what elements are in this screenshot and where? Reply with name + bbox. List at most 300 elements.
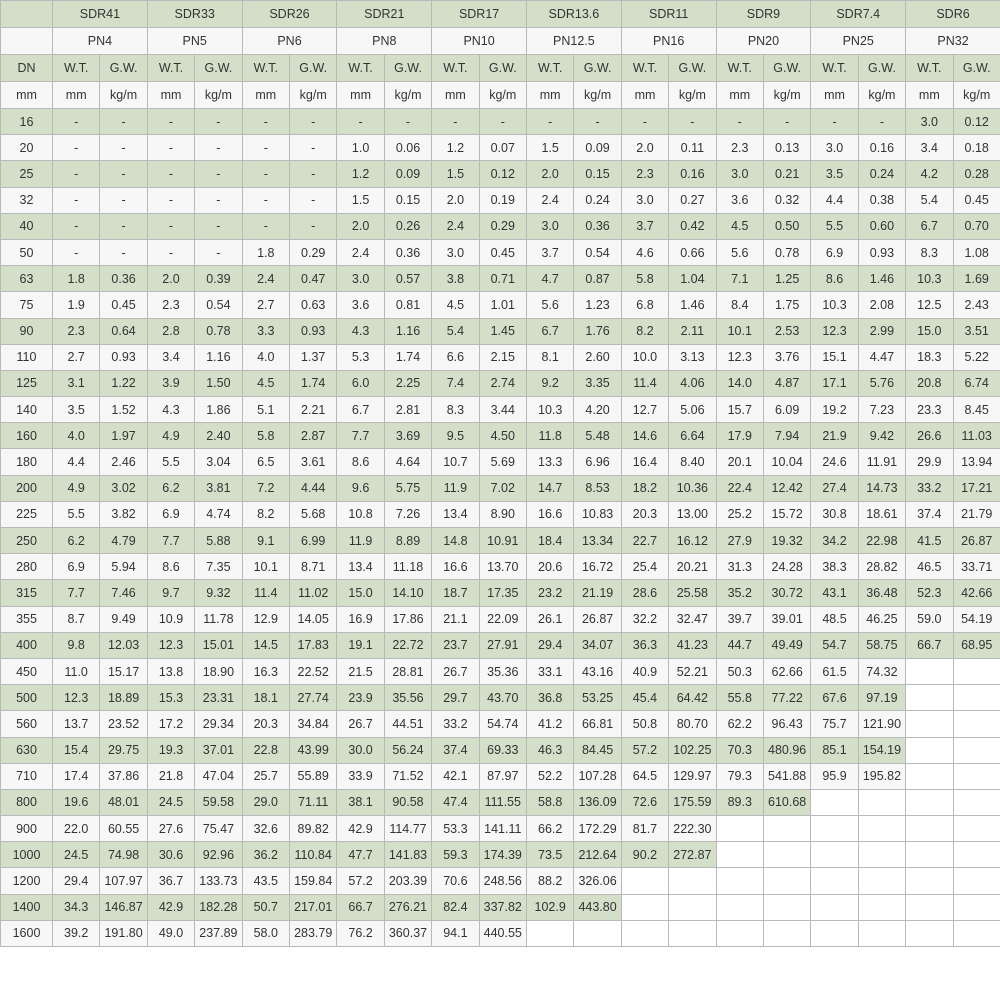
wall-thickness-cell — [811, 920, 858, 946]
wall-thickness-cell: - — [53, 239, 100, 265]
wall-thickness-cell — [906, 842, 953, 868]
weight-cell: 0.78 — [763, 239, 810, 265]
weight-cell: 2.46 — [100, 449, 147, 475]
wall-thickness-cell: - — [242, 213, 289, 239]
weight-cell: - — [574, 109, 621, 135]
weight-cell: 3.82 — [100, 501, 147, 527]
table-row — [1, 868, 1000, 894]
wt-header: W.T. — [716, 55, 763, 82]
weight-cell: 0.29 — [289, 239, 336, 265]
weight-cell: 58.75 — [858, 632, 905, 658]
wall-thickness-cell: 9.8 — [53, 632, 100, 658]
wall-thickness-cell: 1.5 — [337, 187, 384, 213]
dn-cell: 200 — [1, 475, 53, 501]
wt-unit: mm — [147, 82, 194, 109]
weight-cell: 2.21 — [289, 397, 336, 423]
wall-thickness-cell: 62.2 — [716, 711, 763, 737]
wall-thickness-cell: 42.1 — [432, 763, 479, 789]
weight-cell — [858, 868, 905, 894]
weight-cell: 1.69 — [953, 266, 1000, 292]
weight-cell: 26.87 — [574, 606, 621, 632]
weight-cell: 6.74 — [953, 370, 1000, 396]
weight-cell: 1.16 — [195, 344, 242, 370]
wall-thickness-cell: 2.0 — [621, 135, 668, 161]
weight-cell: 0.87 — [574, 266, 621, 292]
wall-thickness-cell: 38.3 — [811, 554, 858, 580]
pn-header: PN6 — [242, 28, 337, 55]
weight-cell: 110.84 — [289, 842, 336, 868]
wall-thickness-cell: 50.7 — [242, 894, 289, 920]
weight-cell: 222.30 — [669, 816, 716, 842]
weight-cell: 15.72 — [763, 501, 810, 527]
wall-thickness-cell: 3.5 — [53, 397, 100, 423]
weight-cell: 0.42 — [669, 213, 716, 239]
sdr-header: SDR9 — [716, 1, 811, 28]
weight-cell: 17.21 — [953, 475, 1000, 501]
weight-cell: 133.73 — [195, 868, 242, 894]
weight-cell: 32.47 — [669, 606, 716, 632]
wall-thickness-cell: 39.2 — [53, 920, 100, 946]
wall-thickness-cell — [906, 894, 953, 920]
weight-cell: 0.12 — [953, 109, 1000, 135]
gw-header: G.W. — [289, 55, 336, 82]
wall-thickness-cell: 95.9 — [811, 763, 858, 789]
weight-cell: 2.25 — [384, 370, 431, 396]
wall-thickness-cell: 10.8 — [337, 501, 384, 527]
weight-cell: - — [289, 187, 336, 213]
weight-cell: 0.15 — [574, 161, 621, 187]
weight-cell: 29.75 — [100, 737, 147, 763]
weight-cell — [669, 868, 716, 894]
wall-thickness-cell: 6.7 — [337, 397, 384, 423]
weight-cell: 2.53 — [763, 318, 810, 344]
weight-cell: 4.79 — [100, 528, 147, 554]
wall-thickness-cell — [906, 763, 953, 789]
pn-header: PN20 — [716, 28, 811, 55]
weight-cell: 360.37 — [384, 920, 431, 946]
wall-thickness-cell: 4.4 — [811, 187, 858, 213]
weight-cell: 0.07 — [479, 135, 526, 161]
wall-thickness-cell: 15.3 — [147, 685, 194, 711]
weight-cell: 14.10 — [384, 580, 431, 606]
weight-cell: - — [100, 135, 147, 161]
weight-cell: 610.68 — [763, 789, 810, 815]
weight-cell: 174.39 — [479, 842, 526, 868]
weight-cell: 2.40 — [195, 423, 242, 449]
weight-cell: 0.78 — [195, 318, 242, 344]
weight-cell: 237.89 — [195, 920, 242, 946]
weight-cell: 43.16 — [574, 658, 621, 684]
wall-thickness-cell: 2.0 — [432, 187, 479, 213]
table-row — [1, 632, 1000, 658]
weight-cell: 172.29 — [574, 816, 621, 842]
weight-cell: 0.16 — [858, 135, 905, 161]
gw-unit: kg/m — [574, 82, 621, 109]
table-row — [1, 528, 1000, 554]
weight-cell: 25.58 — [669, 580, 716, 606]
weight-cell: 23.52 — [100, 711, 147, 737]
wall-thickness-cell: 11.0 — [53, 658, 100, 684]
wall-thickness-cell: 6.2 — [53, 528, 100, 554]
weight-cell: 55.89 — [289, 763, 336, 789]
dn-cell: 280 — [1, 554, 53, 580]
weight-cell: 37.86 — [100, 763, 147, 789]
weight-cell: 0.18 — [953, 135, 1000, 161]
weight-cell: 11.02 — [289, 580, 336, 606]
wall-thickness-cell: 24.6 — [811, 449, 858, 475]
wall-thickness-cell: - — [53, 135, 100, 161]
wall-thickness-cell: 1.5 — [432, 161, 479, 187]
wall-thickness-cell: 4.3 — [337, 318, 384, 344]
weight-cell: 159.84 — [289, 868, 336, 894]
weight-cell: - — [100, 239, 147, 265]
pn-header: PN12.5 — [526, 28, 621, 55]
weight-cell: 0.50 — [763, 213, 810, 239]
weight-cell: 3.35 — [574, 370, 621, 396]
weight-cell: 90.58 — [384, 789, 431, 815]
dn-header: DN — [1, 55, 53, 82]
weight-cell: 13.70 — [479, 554, 526, 580]
dn-cell: 1200 — [1, 868, 53, 894]
wall-thickness-cell: 52.2 — [526, 763, 573, 789]
table-row — [1, 763, 1000, 789]
wall-thickness-cell: - — [242, 161, 289, 187]
dn-cell: 16 — [1, 109, 53, 135]
gw-unit: kg/m — [763, 82, 810, 109]
wall-thickness-cell: - — [147, 109, 194, 135]
wall-thickness-cell: 4.7 — [526, 266, 573, 292]
weight-cell: 10.91 — [479, 528, 526, 554]
wall-thickness-cell — [906, 920, 953, 946]
wall-thickness-cell: 2.0 — [526, 161, 573, 187]
table-row — [1, 475, 1000, 501]
wt-header: W.T. — [621, 55, 668, 82]
weight-cell: 6.64 — [669, 423, 716, 449]
weight-cell: 337.82 — [479, 894, 526, 920]
wall-thickness-cell: 2.4 — [242, 266, 289, 292]
wall-thickness-cell: 1.8 — [242, 239, 289, 265]
weight-cell: 440.55 — [479, 920, 526, 946]
weight-cell: 0.19 — [479, 187, 526, 213]
wall-thickness-cell: 3.9 — [147, 370, 194, 396]
weight-cell: 24.28 — [763, 554, 810, 580]
weight-cell: 1.86 — [195, 397, 242, 423]
weight-cell — [763, 868, 810, 894]
wall-thickness-cell: - — [53, 187, 100, 213]
wall-thickness-cell: 70.3 — [716, 737, 763, 763]
wall-thickness-cell: 36.2 — [242, 842, 289, 868]
table-row — [1, 161, 1000, 187]
wall-thickness-cell: - — [147, 161, 194, 187]
weight-cell: 5.06 — [669, 397, 716, 423]
wall-thickness-cell: 8.7 — [53, 606, 100, 632]
wall-thickness-cell: 10.3 — [811, 292, 858, 318]
weight-cell: 1.97 — [100, 423, 147, 449]
weight-cell: 0.70 — [953, 213, 1000, 239]
wall-thickness-cell: 15.1 — [811, 344, 858, 370]
weight-cell: 4.87 — [763, 370, 810, 396]
wall-thickness-cell: 16.3 — [242, 658, 289, 684]
wall-thickness-cell: 18.3 — [906, 344, 953, 370]
wall-thickness-cell: 73.5 — [526, 842, 573, 868]
gw-header: G.W. — [858, 55, 905, 82]
wall-thickness-cell: - — [242, 135, 289, 161]
wall-thickness-cell: 8.6 — [811, 266, 858, 292]
wall-thickness-cell: 102.9 — [526, 894, 573, 920]
weight-cell: 0.93 — [289, 318, 336, 344]
wall-thickness-cell: 27.9 — [716, 528, 763, 554]
gw-header: G.W. — [953, 55, 1000, 82]
sdr-header: SDR11 — [621, 1, 716, 28]
weight-cell: 47.04 — [195, 763, 242, 789]
wall-thickness-cell: 12.3 — [716, 344, 763, 370]
wall-thickness-cell: 10.3 — [526, 397, 573, 423]
sdr-header: SDR7.4 — [811, 1, 906, 28]
wall-thickness-cell: 9.2 — [526, 370, 573, 396]
header-row-sdr — [1, 1, 1000, 28]
dn-cell: 125 — [1, 370, 53, 396]
wall-thickness-cell — [716, 842, 763, 868]
weight-cell: 0.71 — [479, 266, 526, 292]
pn-header: PN25 — [811, 28, 906, 55]
weight-cell: 8.89 — [384, 528, 431, 554]
wall-thickness-cell: 81.7 — [621, 816, 668, 842]
wall-thickness-cell: 3.7 — [526, 239, 573, 265]
weight-cell: 59.58 — [195, 789, 242, 815]
wall-thickness-cell: 75.7 — [811, 711, 858, 737]
dn-cell: 40 — [1, 213, 53, 239]
wall-thickness-cell — [906, 816, 953, 842]
wall-thickness-cell: 3.0 — [906, 109, 953, 135]
header-row-units — [1, 82, 1000, 109]
wall-thickness-cell: - — [53, 109, 100, 135]
wall-thickness-cell: 8.2 — [621, 318, 668, 344]
weight-cell: 141.11 — [479, 816, 526, 842]
wall-thickness-cell: - — [147, 187, 194, 213]
wall-thickness-cell: 5.8 — [242, 423, 289, 449]
weight-cell: 0.45 — [953, 187, 1000, 213]
table-row — [1, 816, 1000, 842]
weight-cell: 0.81 — [384, 292, 431, 318]
weight-cell: 0.54 — [574, 239, 621, 265]
wall-thickness-cell: 4.6 — [621, 239, 668, 265]
wall-thickness-cell: 4.2 — [906, 161, 953, 187]
wall-thickness-cell: 41.5 — [906, 528, 953, 554]
wall-thickness-cell: 6.9 — [811, 239, 858, 265]
weight-cell: 283.79 — [289, 920, 336, 946]
weight-cell: 0.21 — [763, 161, 810, 187]
wall-thickness-cell — [716, 920, 763, 946]
wall-thickness-cell: 1.9 — [53, 292, 100, 318]
dn-cell: 225 — [1, 501, 53, 527]
wt-unit: mm — [811, 82, 858, 109]
weight-cell: 11.03 — [953, 423, 1000, 449]
weight-cell: 5.94 — [100, 554, 147, 580]
weight-cell — [763, 816, 810, 842]
wall-thickness-cell: 5.4 — [906, 187, 953, 213]
wall-thickness-cell: 66.7 — [906, 632, 953, 658]
wall-thickness-cell: 79.3 — [716, 763, 763, 789]
weight-cell: 27.74 — [289, 685, 336, 711]
gw-header: G.W. — [479, 55, 526, 82]
weight-cell: 54.74 — [479, 711, 526, 737]
wall-thickness-cell: 3.6 — [716, 187, 763, 213]
table-row — [1, 580, 1000, 606]
weight-cell: 35.36 — [479, 658, 526, 684]
weight-cell: 0.13 — [763, 135, 810, 161]
weight-cell: 3.69 — [384, 423, 431, 449]
weight-cell: 5.88 — [195, 528, 242, 554]
weight-cell: 7.02 — [479, 475, 526, 501]
weight-cell: 0.27 — [669, 187, 716, 213]
wall-thickness-cell: 24.5 — [53, 842, 100, 868]
wall-thickness-cell: 61.5 — [811, 658, 858, 684]
weight-cell: 12.03 — [100, 632, 147, 658]
weight-cell: 11.18 — [384, 554, 431, 580]
weight-cell: 5.48 — [574, 423, 621, 449]
wall-thickness-cell: 17.2 — [147, 711, 194, 737]
wall-thickness-cell: 25.2 — [716, 501, 763, 527]
wall-thickness-cell: 15.7 — [716, 397, 763, 423]
sdr-header: SDR33 — [147, 1, 242, 28]
wall-thickness-cell: 18.1 — [242, 685, 289, 711]
weight-cell: 22.52 — [289, 658, 336, 684]
wall-thickness-cell: 29.7 — [432, 685, 479, 711]
weight-cell: 5.22 — [953, 344, 1000, 370]
wall-thickness-cell: 8.3 — [432, 397, 479, 423]
weight-cell: 276.21 — [384, 894, 431, 920]
wall-thickness-cell: 26.7 — [337, 711, 384, 737]
dn-cell: 20 — [1, 135, 53, 161]
wall-thickness-cell: 6.9 — [147, 501, 194, 527]
wall-thickness-cell: 5.8 — [621, 266, 668, 292]
wall-thickness-cell: 21.5 — [337, 658, 384, 684]
wall-thickness-cell: 14.5 — [242, 632, 289, 658]
wall-thickness-cell: 3.5 — [811, 161, 858, 187]
weight-cell: 7.26 — [384, 501, 431, 527]
wall-thickness-cell: 19.1 — [337, 632, 384, 658]
weight-cell: 0.11 — [669, 135, 716, 161]
wall-thickness-cell: 47.7 — [337, 842, 384, 868]
weight-cell: 8.45 — [953, 397, 1000, 423]
weight-cell: - — [384, 109, 431, 135]
weight-cell: 0.45 — [100, 292, 147, 318]
wall-thickness-cell: - — [242, 109, 289, 135]
wall-thickness-cell: 28.6 — [621, 580, 668, 606]
wall-thickness-cell: 5.4 — [432, 318, 479, 344]
wall-thickness-cell: 20.1 — [716, 449, 763, 475]
wall-thickness-cell — [811, 894, 858, 920]
wall-thickness-cell: 2.7 — [242, 292, 289, 318]
weight-cell: 0.38 — [858, 187, 905, 213]
dn-cell: 560 — [1, 711, 53, 737]
pn-header: PN4 — [53, 28, 148, 55]
wall-thickness-cell: 27.4 — [811, 475, 858, 501]
weight-cell: 0.47 — [289, 266, 336, 292]
wall-thickness-cell: 50.8 — [621, 711, 668, 737]
weight-cell: 3.51 — [953, 318, 1000, 344]
weight-cell: 29.34 — [195, 711, 242, 737]
wall-thickness-cell: 6.5 — [242, 449, 289, 475]
weight-cell: 10.36 — [669, 475, 716, 501]
wall-thickness-cell: 8.3 — [906, 239, 953, 265]
wall-thickness-cell: 2.4 — [432, 213, 479, 239]
wall-thickness-cell: 11.9 — [432, 475, 479, 501]
wall-thickness-cell: 89.3 — [716, 789, 763, 815]
gw-header: G.W. — [195, 55, 242, 82]
wall-thickness-cell: 4.9 — [53, 475, 100, 501]
table-row — [1, 449, 1000, 475]
weight-cell: 0.63 — [289, 292, 336, 318]
table-row — [1, 344, 1000, 370]
wall-thickness-cell: 44.7 — [716, 632, 763, 658]
wall-thickness-cell: 3.8 — [432, 266, 479, 292]
wall-thickness-cell: 32.2 — [621, 606, 668, 632]
weight-cell: 96.43 — [763, 711, 810, 737]
dn-cell: 1600 — [1, 920, 53, 946]
wall-thickness-cell: 47.4 — [432, 789, 479, 815]
wt-unit: mm — [432, 82, 479, 109]
weight-cell: 4.64 — [384, 449, 431, 475]
weight-cell: 20.21 — [669, 554, 716, 580]
weight-cell: 17.35 — [479, 580, 526, 606]
weight-cell: 480.96 — [763, 737, 810, 763]
weight-cell: 0.24 — [574, 187, 621, 213]
wall-thickness-cell: 7.7 — [53, 580, 100, 606]
dn-cell: 900 — [1, 816, 53, 842]
gw-header: G.W. — [100, 55, 147, 82]
weight-cell — [763, 894, 810, 920]
wall-thickness-cell: 19.6 — [53, 789, 100, 815]
table-row — [1, 292, 1000, 318]
weight-cell: 114.77 — [384, 816, 431, 842]
weight-cell: 15.01 — [195, 632, 242, 658]
weight-cell: - — [100, 161, 147, 187]
wall-thickness-cell: 36.8 — [526, 685, 573, 711]
gw-header: G.W. — [669, 55, 716, 82]
weight-cell: 1.76 — [574, 318, 621, 344]
weight-cell: 2.60 — [574, 344, 621, 370]
weight-cell: 0.06 — [384, 135, 431, 161]
weight-cell: 52.21 — [669, 658, 716, 684]
wall-thickness-cell: 14.7 — [526, 475, 573, 501]
wall-thickness-cell — [716, 868, 763, 894]
wt-unit: mm — [337, 82, 384, 109]
wall-thickness-cell: 26.7 — [432, 658, 479, 684]
dn-cell: 400 — [1, 632, 53, 658]
wall-thickness-cell: - — [526, 109, 573, 135]
weight-cell: 1.04 — [669, 266, 716, 292]
weight-cell: 4.44 — [289, 475, 336, 501]
table-row — [1, 266, 1000, 292]
weight-cell: 21.79 — [953, 501, 1000, 527]
dn-cell: 1400 — [1, 894, 53, 920]
gw-unit: kg/m — [384, 82, 431, 109]
wall-thickness-cell: 6.2 — [147, 475, 194, 501]
weight-cell: 0.09 — [574, 135, 621, 161]
weight-cell: 0.60 — [858, 213, 905, 239]
weight-cell: 10.83 — [574, 501, 621, 527]
wall-thickness-cell: 18.7 — [432, 580, 479, 606]
weight-cell: 92.96 — [195, 842, 242, 868]
wall-thickness-cell — [811, 816, 858, 842]
wall-thickness-cell: 3.0 — [716, 161, 763, 187]
weight-cell: 22.72 — [384, 632, 431, 658]
wall-thickness-cell: 9.1 — [242, 528, 289, 554]
wall-thickness-cell: 22.7 — [621, 528, 668, 554]
weight-cell: 16.72 — [574, 554, 621, 580]
weight-cell: 49.49 — [763, 632, 810, 658]
